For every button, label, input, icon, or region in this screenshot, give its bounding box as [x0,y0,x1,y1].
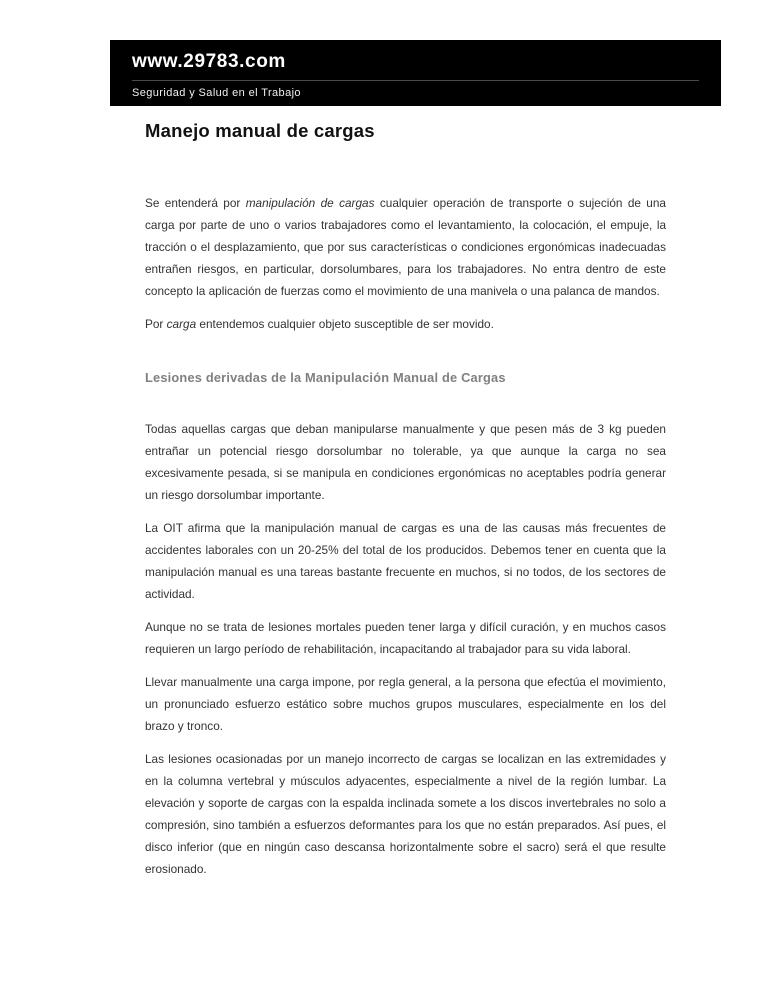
text-run: Por [145,317,167,331]
paragraph: Aunque no se trata de lesiones mortales pueden tener larga y difícil curación, y en muchos casos requieren un largo período de rehabilitación, incapacitando al trabajador para su vida laboral. [145,620,666,656]
site-banner [110,40,721,106]
site-url: www.29783.com [132,51,699,81]
text-run: entendemos cualquier objeto susceptible de ser movido. [196,317,494,331]
paragraph-intro-2 [145,313,666,335]
text-run: Se entenderá por [145,196,246,210]
section-heading: Lesiones derivadas de la Manipulación Manual de Cargas [145,370,506,385]
page-title: Manejo manual de cargas [145,120,375,141]
paragraph: La OIT afirma que la manipulación manual de cargas es una de las causas más frecuentes de accidentes laborales con un 20-25% del total de los producidos. Debemos tener en cuenta que la manipulación manual es una tareas bastante frecuente en muchos, si no todos, de los sectores de actividad. [145,521,666,601]
paragraph: Las lesiones ocasionadas por un manejo incorrecto de cargas se localizan en las extremidades y en la columna vertebral y músculos adyacentes, especialmente a nivel de la región lumbar. La elevación y soporte de cargas con la espalda inclinada somete a los discos invertebrales no solo a compresión, sino también a esfuerzos deformantes para los que no están preparados. Así pues, el disco inferior (que en ningún caso descansa horizontalmente sobre el sacro) será el que resulte erosionado. [145,752,666,876]
paragraph-intro-1 [145,192,666,302]
paragraph: Todas aquellas cargas que deban manipularse manualmente y que pesen más de 3 kg pueden entrañar un potencial riesgo dorsolumbar no tolerable, ya que aunque la carga no sea excesivamente pesada, si se manipula en condiciones ergonómicas no aceptables podría generar un riesgo dorsolumbar importante. [145,422,666,502]
italic-term: manipulación de cargas [245,196,375,210]
site-tagline: Seguridad y Salud en el Trabajo [132,87,301,99]
italic-term: carga [166,317,197,331]
text-run: cualquier operación de transporte o sujeción de una carga por parte de uno o varios trabajadores como el levantamiento, la colocación, el empuje, la tracción o el desplazamiento, que por sus características o condiciones ergonómicas inadecuadas entrañen riesgos, en particular, dorsolumbares, para los trabajadores. No entra dentro de este concepto la aplicación de fuerzas como el movimiento de una manivela o una palanca de mandos. [145,196,666,298]
document-content [145,120,666,891]
paragraph: Llevar manualmente una carga impone, por regla general, a la persona que efectúa el movimiento, un pronunciado esfuerzo estático sobre muchos grupos musculares, especialmente en los del brazo y tronco. [145,675,666,733]
